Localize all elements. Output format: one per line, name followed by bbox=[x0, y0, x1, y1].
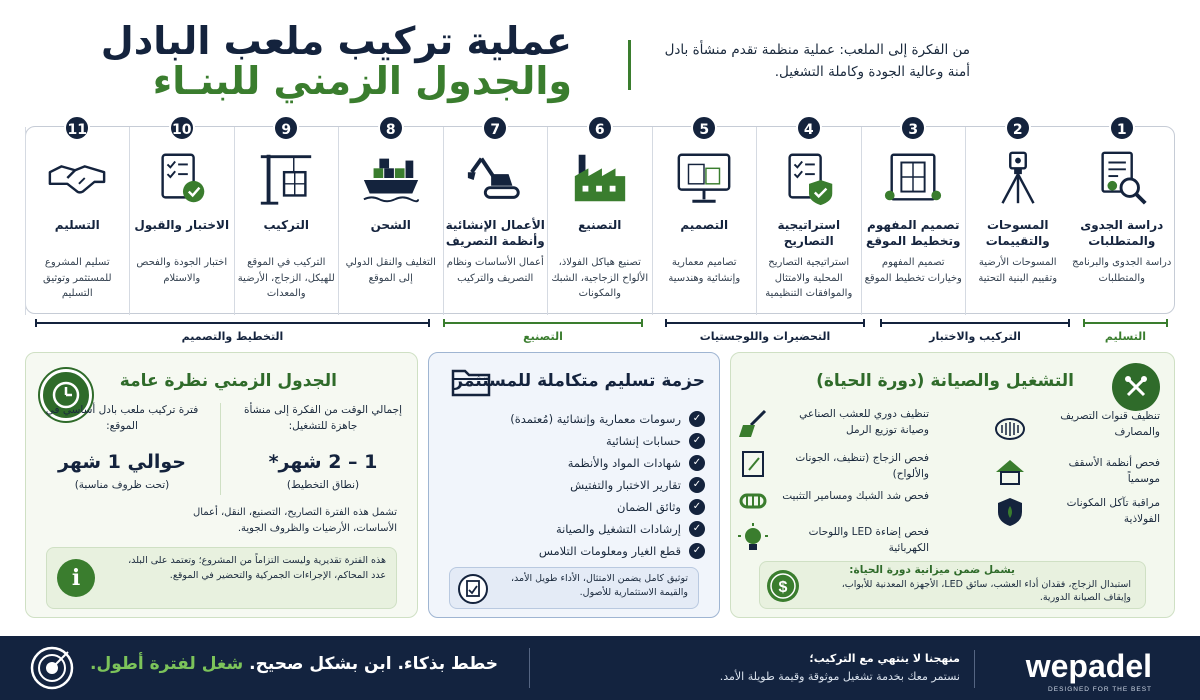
timeline-title: الجدول الزمني نظرة عامة bbox=[119, 371, 337, 391]
step-11 bbox=[25, 122, 130, 315]
brand-logo: wepadel bbox=[1025, 648, 1152, 684]
phase-label: التسليم bbox=[1104, 330, 1147, 343]
step-number: 8 bbox=[378, 115, 404, 141]
package-note: توثيق كامل يضمن الامتثال، الأداء طويل الأمد، والقيمة الاستثمارية للأصول. bbox=[510, 573, 688, 599]
page-title bbox=[100, 19, 572, 103]
tools-icon bbox=[1112, 363, 1160, 411]
title-divider bbox=[628, 40, 631, 90]
step-desc: تصنيع هياكل الفولاذ، الألواح الزجاجية، الشبك والمكونات bbox=[551, 257, 649, 299]
step-desc: التغليف والنقل الدولي إلى الموقع bbox=[345, 257, 436, 284]
step-number: 10 bbox=[169, 115, 195, 141]
check-icon: ✓ bbox=[689, 521, 705, 537]
survey-tripod-icon bbox=[987, 147, 1049, 209]
timeline-includes: تشمل هذه الفترة التصاريح، التصنيع، النقل، أعمال الأساسات، الأرضيات والظروف الجوية. bbox=[192, 507, 397, 534]
title-line-2: والجدول الزمني للبنـاء bbox=[152, 58, 572, 103]
glass-panel-icon bbox=[737, 448, 769, 480]
site-time-label: فترة تركيب ملعب بادل أساسي في الموقع: bbox=[45, 404, 199, 432]
ops-item: تنظيف قنوات التصريف والمصارف bbox=[1060, 410, 1160, 438]
phase-label: التصنيع bbox=[523, 330, 563, 343]
package-item: ✓ حسابات إنشائية bbox=[606, 433, 705, 449]
phase-manufacturing bbox=[443, 320, 643, 348]
budget-title: يشمل ضمن ميزانية دورة الحياة: bbox=[849, 564, 1015, 576]
ops-item: فحص الزجاج (تنظيف، الجونات والألواح) bbox=[795, 452, 929, 480]
footer-message-1: منهجنا لا ينتهي مع التركيب؛ bbox=[809, 652, 960, 665]
package-item: ✓ وثائق الضمان bbox=[617, 499, 705, 515]
package-item: ✓ شهادات المواد والأنظمة bbox=[568, 455, 705, 471]
intro-text: من الفكرة إلى الملعب: عملية منظمة تقدم منشأة بادل أمنة وعالية الجودة وكاملة التشغيل. bbox=[664, 42, 970, 80]
header bbox=[0, 0, 1200, 120]
monitor-design-icon bbox=[673, 147, 735, 209]
step-10 bbox=[129, 122, 234, 315]
phase-handover bbox=[1083, 320, 1168, 348]
timeline-divider bbox=[220, 403, 221, 495]
site-time-sub: (تحت ظروف مناسبة) bbox=[74, 479, 170, 491]
step-number: 1 bbox=[1109, 115, 1135, 141]
step-number: 2 bbox=[1005, 115, 1031, 141]
slogan-green: شغل لفترة أطول. bbox=[90, 654, 244, 674]
slogan-white: خطط بذكاء. ابن بشكل صحيح. bbox=[249, 654, 499, 674]
checklist-shield-icon bbox=[778, 147, 840, 209]
step-title: التركيب bbox=[263, 218, 310, 232]
total-time-value: 1 – 2 شهر* bbox=[268, 451, 378, 473]
step-title: التصنيع bbox=[578, 218, 622, 232]
drain-icon bbox=[994, 413, 1026, 445]
title-line-1: عملية تركيب ملعب البادل bbox=[100, 19, 572, 63]
disclaimer-text: هذه الفترة تقديرية وليست التزاماً من المشروع؛ وتعتمد على البلد، عدد المحاكم، الإجراءات الجمركية والتحضير في الموقع. bbox=[128, 555, 386, 581]
package-item: ✓ قطع الغيار ومعلومات التلامس bbox=[539, 543, 705, 559]
step-title: التصميم bbox=[680, 218, 729, 232]
footer-slogan bbox=[90, 654, 498, 674]
step-number: 3 bbox=[900, 115, 926, 141]
step-desc: أعمال الأساسات ونظام التصريف والتركيب bbox=[446, 257, 544, 284]
excavator-icon bbox=[464, 147, 526, 209]
led-bulb-icon bbox=[737, 523, 769, 555]
step-4 bbox=[756, 122, 861, 315]
phase-logistics bbox=[665, 320, 865, 348]
broom-icon bbox=[737, 407, 769, 439]
process-steps bbox=[25, 122, 1175, 314]
step-desc: اختبار الجودة والفحص والاستلام bbox=[136, 257, 228, 284]
step-desc: استراتيجية التصاريح المحلية والامتثال والموافقات التنظيمية bbox=[765, 257, 853, 299]
corrosion-shield-icon bbox=[994, 496, 1026, 528]
step-desc: التركيب في الموقع للهيكل، الزجاج، الأرضية والمعدات bbox=[237, 257, 335, 299]
package-item: ✓ رسومات معمارية وإنشائية (مُعتمدة) bbox=[510, 411, 705, 427]
delivery-package-panel bbox=[428, 352, 720, 618]
step-2 bbox=[965, 122, 1070, 315]
mesh-bolt-icon bbox=[737, 485, 769, 517]
disclaimer-box bbox=[46, 547, 397, 609]
step-7 bbox=[443, 122, 548, 315]
handshake-icon bbox=[46, 147, 108, 209]
step-number: 5 bbox=[691, 115, 717, 141]
step-title: الاختبار والقبول bbox=[134, 218, 230, 232]
target-icon bbox=[30, 646, 74, 690]
phase-install bbox=[880, 320, 1070, 348]
package-item: ✓ إرشادات التشغيل والصيانة bbox=[556, 521, 705, 537]
site-plan-icon bbox=[882, 147, 944, 209]
step-8 bbox=[338, 122, 443, 315]
check-icon: ✓ bbox=[689, 543, 705, 559]
step-6 bbox=[547, 122, 652, 315]
info-icon: i bbox=[57, 559, 95, 597]
operations-title: التشغيل والصيانة (دورة الحياة) bbox=[816, 371, 1074, 391]
budget-text: استبدال الزجاج، فقدان أداء العشب، سائق LED، الأجهزة المعدنية للأبواب، وإيقاف الصيانة الدورية. bbox=[841, 579, 1131, 604]
step-title: التسليم bbox=[54, 218, 100, 232]
check-icon: ✓ bbox=[689, 455, 705, 471]
svg-text:$: $ bbox=[778, 579, 788, 596]
phase-label: التركيب والاختبار bbox=[929, 330, 1021, 343]
step-title: استراتيجية التصاريح bbox=[777, 218, 841, 249]
step-title: تصميم المفهوم وتخطيط الموقع bbox=[866, 218, 961, 249]
step-title: دراسة الجدوى والمتطلبات bbox=[1080, 218, 1164, 249]
footer-divider bbox=[974, 650, 975, 688]
timeline-panel bbox=[25, 352, 418, 618]
total-time-sub: (نطاق التخطيط) bbox=[286, 479, 360, 491]
step-desc: دراسة الجدوى والبرنامج والمتطلبات bbox=[1072, 257, 1172, 284]
checklist-approved-icon bbox=[151, 147, 213, 209]
step-title: المسوحات والتقييمات bbox=[985, 218, 1050, 249]
step-desc: تسليم المشروع للمستثمر وتوثيق التسليم bbox=[43, 257, 112, 299]
roof-icon bbox=[994, 456, 1026, 488]
factory-icon bbox=[569, 147, 631, 209]
package-title: حزمة تسليم متكاملة للمستثمر bbox=[453, 371, 705, 391]
step-9 bbox=[234, 122, 339, 315]
step-desc: المسوحات الأرضية وتقييم البنية التحتية bbox=[978, 257, 1058, 284]
total-time-label: إجمالي الوقت من الفكرة إلى منشأة جاهزة للتشغيل: bbox=[243, 404, 403, 432]
step-number: 9 bbox=[273, 115, 299, 141]
dollar-coin-icon bbox=[765, 568, 801, 604]
step-3 bbox=[861, 122, 966, 315]
step-number: 7 bbox=[482, 115, 508, 141]
ops-item: فحص إضاءة LED واللوحات الكهربائية bbox=[808, 526, 929, 554]
step-number: 11 bbox=[64, 115, 90, 141]
phase-planning bbox=[35, 320, 430, 348]
step-5 bbox=[652, 122, 757, 315]
check-icon: ✓ bbox=[689, 477, 705, 493]
document-magnifier-icon bbox=[1091, 147, 1153, 209]
check-icon: ✓ bbox=[689, 411, 705, 427]
footer-message-2: نستمر معك بخدمة تشغيل موثوقة وقيمة طويلة الأمد. bbox=[719, 670, 960, 683]
phase-label: التحضيرات واللوجستيات bbox=[699, 330, 831, 343]
package-item: ✓ تقارير الاختبار والتفتيش bbox=[570, 477, 705, 493]
ops-item: تنظيف دوري للعشب الصناعي وصيانة توزيع الرمل bbox=[799, 408, 929, 436]
step-title: الشحن bbox=[370, 218, 411, 232]
document-check-icon bbox=[458, 574, 488, 604]
step-desc: تصميم المفهوم وخيارات تخطيط الموقع bbox=[864, 257, 962, 284]
cargo-ship-icon bbox=[360, 147, 422, 209]
step-1 bbox=[1070, 122, 1175, 315]
phase-label: التخطيط والتصميم bbox=[181, 330, 284, 343]
operations-panel bbox=[730, 352, 1175, 618]
step-desc: تصاميم معمارية وإنشائية وهندسية bbox=[668, 257, 741, 284]
step-number: 4 bbox=[796, 115, 822, 141]
crane-icon bbox=[255, 147, 317, 209]
folder-icon bbox=[451, 365, 491, 397]
package-note-box bbox=[449, 567, 699, 609]
ops-item: فحص شد الشبك ومسامير التثبيت bbox=[782, 490, 929, 502]
ops-item: مراقبة تآكل المكونات الفولاذية bbox=[1066, 497, 1160, 525]
site-time-value: حوالي 1 شهر bbox=[58, 451, 186, 473]
brand-tagline: DESIGNED FOR THE BEST bbox=[1048, 686, 1152, 693]
footer-divider-2 bbox=[529, 648, 530, 688]
ops-item: فحص أنظمة الأسقف موسمياً bbox=[1068, 457, 1160, 485]
footer bbox=[0, 636, 1200, 700]
step-number: 6 bbox=[587, 115, 613, 141]
check-icon: ✓ bbox=[689, 433, 705, 449]
step-title: الأعمال الإنشائية وأنظمة التصريف bbox=[445, 218, 545, 249]
lifecycle-budget-box bbox=[759, 561, 1146, 609]
check-icon: ✓ bbox=[689, 499, 705, 515]
